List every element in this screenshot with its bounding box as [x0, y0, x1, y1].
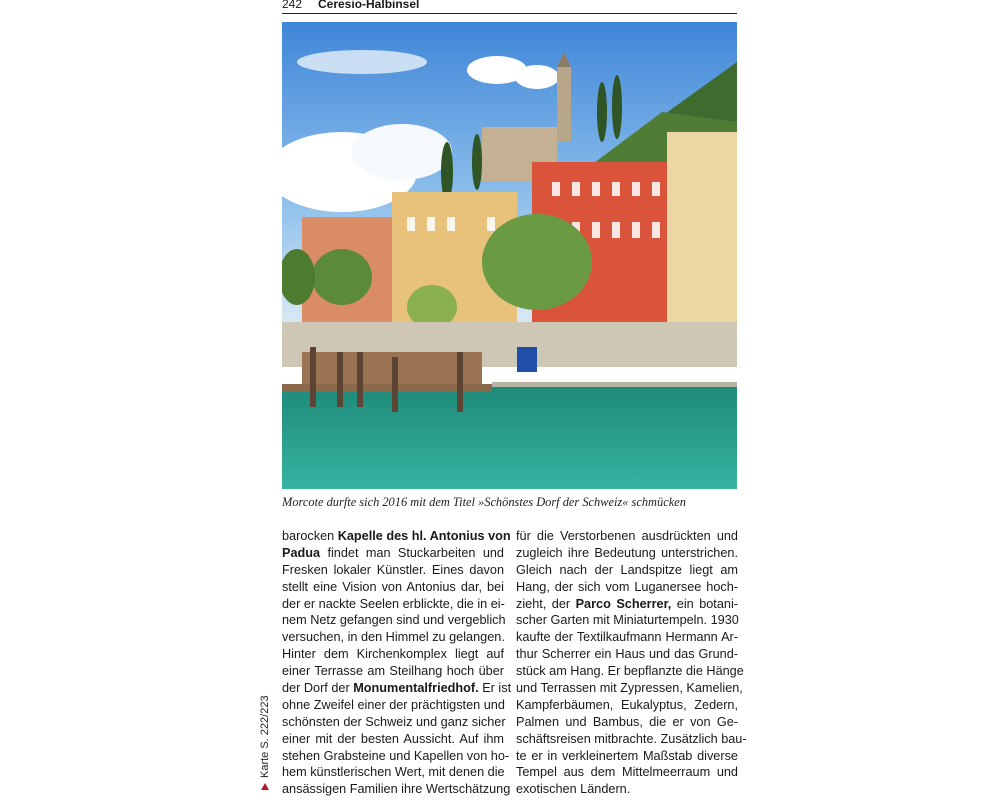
text-run: Er ist	[478, 681, 512, 696]
text-line	[516, 629, 738, 646]
text-line	[282, 748, 510, 765]
text-line	[282, 714, 504, 731]
text-line	[282, 663, 504, 680]
photo-morcote-lakefront	[282, 22, 737, 489]
map-reference-text: Karte S. 222/223	[259, 695, 271, 778]
text-line	[516, 731, 747, 748]
text-run: und Terrassen mit Zypressen, Kamelien,	[516, 681, 743, 696]
text-line	[282, 528, 511, 545]
text-run: Kampferbäumen, Eukalyptus, Zedern,	[516, 697, 738, 712]
page-number: 242	[282, 0, 303, 11]
text-run: ohne Zweifel einer der prächtigsten und	[282, 697, 505, 712]
text-line	[282, 579, 504, 596]
text-run: Tempel aus dem Mittelmeerraum und	[516, 765, 738, 780]
text-line	[516, 680, 743, 697]
text-run: einer Terrasse am Steilhang hoch über	[282, 664, 504, 679]
text-line	[282, 731, 504, 748]
text-run: Gleich nach der Landspitze liegt am	[516, 562, 738, 577]
text-line	[282, 697, 504, 714]
bold-term: Kapelle des hl. Antonius von	[337, 529, 511, 543]
text-run: exotischen Ländern.	[516, 782, 631, 797]
text-run: scher Garten mit Miniaturtempeln. 1930	[516, 613, 739, 628]
bold-term: Padua	[282, 545, 321, 560]
text-run: zieht, der	[516, 596, 576, 611]
text-run: te er in verkleinertem Maßstab diverse	[516, 748, 738, 763]
text-line	[516, 579, 738, 596]
text-run: zugleich ihre Bedeutung unterstrichen.	[516, 545, 738, 560]
text-run: ansässigen Familien ihre Wertschätzung	[282, 782, 511, 797]
map-reference-marker-icon	[261, 783, 269, 790]
text-line	[516, 528, 738, 545]
text-run: Hinter dem Kirchenkomplex liegt auf	[282, 647, 504, 662]
text-run: findet man Stuckarbeiten und	[320, 545, 504, 560]
text-run: barocken	[282, 529, 338, 543]
text-run: für die Verstorbenen ausdrückten und	[516, 529, 738, 543]
text-line	[282, 562, 504, 579]
photo-caption: Morcote durfte sich 2016 mit dem Titel »Schönstes Dorf der Schweiz« schmücken	[282, 495, 686, 509]
running-header	[282, 0, 737, 14]
body-column-left	[282, 528, 512, 798]
text-run: der er nackte Seelen erblickte, die in ei-	[282, 596, 505, 611]
text-line	[516, 663, 744, 680]
text-run: Fresken lokaler Künstler. Eines davon	[282, 562, 504, 577]
text-line	[516, 562, 738, 579]
text-line	[282, 612, 504, 629]
text-line	[282, 596, 504, 613]
text-line	[516, 714, 738, 731]
text-line	[516, 646, 738, 663]
text-line	[516, 764, 738, 781]
map-reference	[259, 695, 271, 790]
text-run: stehen Grabsteine und Kapellen von ho-	[282, 748, 510, 763]
body-column-right	[516, 528, 747, 798]
text-run: schönsten der Schweiz und ganz sicher	[282, 714, 506, 729]
text-line	[282, 781, 511, 798]
text-line	[282, 545, 504, 562]
text-line	[282, 680, 512, 697]
text-run: versuchen, in den Himmel zu gelangen.	[282, 630, 505, 645]
text-line	[516, 545, 738, 562]
text-run: ein botani-	[671, 596, 738, 611]
text-line	[516, 781, 738, 798]
bold-term: Parco Scherrer,	[575, 596, 672, 611]
text-run: stellt eine Vision von Antonius dar, bei	[282, 579, 504, 594]
text-run: thur Scherrer ein Haus und das Grund-	[516, 647, 738, 662]
chapter-title: Ceresio-Halbinsel	[318, 0, 420, 11]
text-line	[516, 697, 738, 714]
text-run: kaufte der Textilkaufmann Hermann Ar-	[516, 630, 738, 645]
text-run: stück am Hang. Er bepflanzte die Hänge	[516, 664, 744, 679]
text-line	[282, 764, 504, 781]
text-line	[516, 612, 738, 629]
text-run: schäftsreisen mitbrachte. Zusätzlich bau-	[516, 731, 747, 746]
text-run: einer mit der besten Aussicht. Auf ihm	[282, 731, 504, 746]
text-run: Palmen und Bambus, die er von Ge-	[516, 714, 738, 729]
bold-term: Monumentalfriedhof.	[353, 681, 479, 696]
text-run: der Dorf der	[282, 681, 354, 696]
text-line	[516, 596, 738, 613]
text-run: nem Netz gefangen sind und vergeblich	[282, 613, 506, 628]
text-run: hem künstlerischen Wert, mit denen die	[282, 765, 505, 780]
text-line	[282, 629, 504, 646]
text-line	[282, 646, 504, 663]
text-run: Hang, der sich vom Luganersee hoch-	[516, 579, 738, 594]
text-line	[516, 748, 738, 765]
